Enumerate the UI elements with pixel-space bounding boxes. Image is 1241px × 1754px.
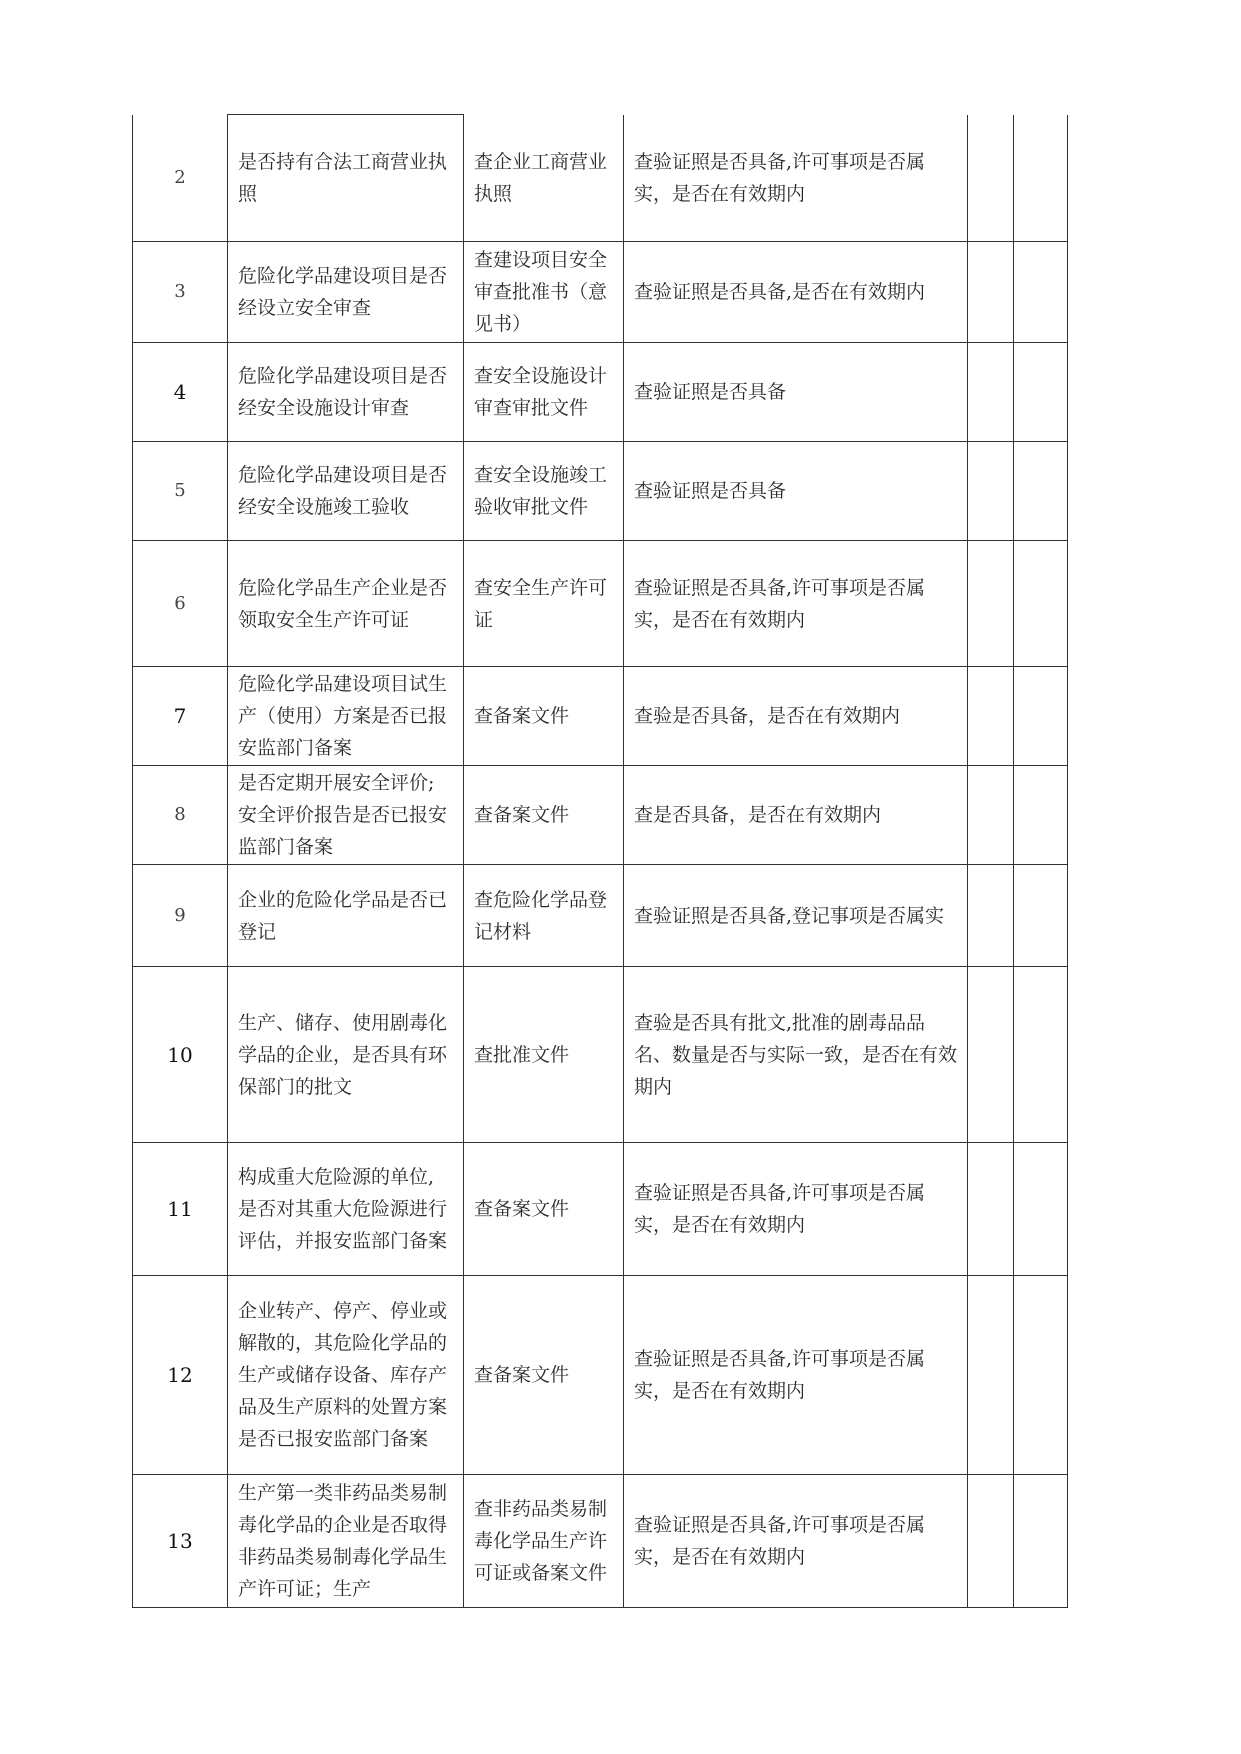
table-row [133, 541, 1068, 667]
result-cell [968, 667, 1014, 766]
row-number: 7 [133, 667, 228, 766]
inspection-item: 企业的危险化学品是否已登记 [228, 865, 464, 967]
inspection-item: 危险化学品建设项目试生产（使用）方案是否已报安监部门备案 [228, 667, 464, 766]
inspection-method: 查建设项目安全审查批准书（意见书） [464, 242, 624, 343]
row-number: 8 [133, 766, 228, 865]
result-cell [968, 865, 1014, 967]
result-cell [968, 343, 1014, 442]
table-row [133, 766, 1068, 865]
table-row [133, 865, 1068, 967]
inspection-method: 查危险化学品登记材料 [464, 865, 624, 967]
remark-cell [1014, 115, 1068, 242]
remark-cell [1014, 442, 1068, 541]
inspection-method: 查非药品类易制毒化学品生产许可证或备案文件 [464, 1475, 624, 1608]
result-cell [968, 967, 1014, 1143]
table-row [133, 343, 1068, 442]
row-number: 4 [133, 343, 228, 442]
inspection-standard: 查验证照是否具备,登记事项是否属实 [624, 865, 968, 967]
row-number: 5 [133, 442, 228, 541]
result-cell [968, 442, 1014, 541]
inspection-standard: 查验证照是否具备 [624, 343, 968, 442]
row-number: 9 [133, 865, 228, 967]
remark-cell [1014, 1475, 1068, 1608]
remark-cell [1014, 967, 1068, 1143]
inspection-item: 是否定期开展安全评价;安全评价报告是否已报安监部门备案 [228, 766, 464, 865]
inspection-standard: 查验是否具有批文,批准的剧毒品品名、数量是否与实际一致，是否在有效期内 [624, 967, 968, 1143]
remark-cell [1014, 1143, 1068, 1276]
inspection-method: 查安全设施设计审查审批文件 [464, 343, 624, 442]
row-number: 6 [133, 541, 228, 667]
inspection-standard: 查验证照是否具备,是否在有效期内 [624, 242, 968, 343]
table-row [133, 1276, 1068, 1475]
inspection-method: 查安全设施竣工验收审批文件 [464, 442, 624, 541]
table-row [133, 1143, 1068, 1276]
inspection-item: 生产第一类非药品类易制毒化学品的企业是否取得非药品类易制毒化学品生产许可证；生产 [228, 1475, 464, 1608]
table-row [133, 967, 1068, 1143]
inspection-item: 企业转产、停产、停业或解散的，其危险化学品的生产或储存设备、库存产品及生产原料的处置方案是否已报安监部门备案 [228, 1276, 464, 1475]
inspection-method: 查安全生产许可证 [464, 541, 624, 667]
table-row [133, 115, 1068, 242]
result-cell [968, 766, 1014, 865]
inspection-standard: 查验是否具备，是否在有效期内 [624, 667, 968, 766]
row-number: 12 [133, 1276, 228, 1475]
result-cell [968, 1143, 1014, 1276]
inspection-method: 查备案文件 [464, 1276, 624, 1475]
inspection-standard: 查验证照是否具备,许可事项是否属实，是否在有效期内 [624, 1276, 968, 1475]
inspection-standard: 查验证照是否具备,许可事项是否属实，是否在有效期内 [624, 115, 968, 242]
inspection-method: 查备案文件 [464, 766, 624, 865]
table-row [133, 442, 1068, 541]
inspection-item: 危险化学品建设项目是否经安全设施竣工验收 [228, 442, 464, 541]
row-number: 2 [133, 115, 228, 242]
inspection-method: 查批准文件 [464, 967, 624, 1143]
inspection-item: 生产、储存、使用剧毒化学品的企业，是否具有环保部门的批文 [228, 967, 464, 1143]
inspection-standard: 查验证照是否具备 [624, 442, 968, 541]
row-number: 11 [133, 1143, 228, 1276]
table-row [133, 242, 1068, 343]
table-row [133, 1475, 1068, 1608]
inspection-item: 危险化学品建设项目是否经安全设施设计审查 [228, 343, 464, 442]
inspection-item: 构成重大危险源的单位,是否对其重大危险源进行评估，并报安监部门备案 [228, 1143, 464, 1276]
row-number: 13 [133, 1475, 228, 1608]
inspection-standard: 查验证照是否具备,许可事项是否属实，是否在有效期内 [624, 1143, 968, 1276]
remark-cell [1014, 865, 1068, 967]
row-number: 3 [133, 242, 228, 343]
result-cell [968, 1475, 1014, 1608]
result-cell [968, 242, 1014, 343]
inspection-method: 查企业工商营业执照 [464, 115, 624, 242]
table-row [133, 667, 1068, 766]
inspection-standard: 查是否具备，是否在有效期内 [624, 766, 968, 865]
remark-cell [1014, 667, 1068, 766]
remark-cell [1014, 242, 1068, 343]
inspection-method: 查备案文件 [464, 667, 624, 766]
remark-cell [1014, 541, 1068, 667]
remark-cell [1014, 1276, 1068, 1475]
inspection-standard: 查验证照是否具备,许可事项是否属实，是否在有效期内 [624, 541, 968, 667]
inspection-item: 是否持有合法工商营业执照 [228, 115, 464, 242]
inspection-method: 查备案文件 [464, 1143, 624, 1276]
result-cell [968, 115, 1014, 242]
remark-cell [1014, 766, 1068, 865]
row-number: 10 [133, 967, 228, 1143]
inspection-item: 危险化学品建设项目是否经设立安全审查 [228, 242, 464, 343]
inspection-standard: 查验证照是否具备,许可事项是否属实，是否在有效期内 [624, 1475, 968, 1608]
result-cell [968, 1276, 1014, 1475]
remark-cell [1014, 343, 1068, 442]
inspection-item: 危险化学品生产企业是否领取安全生产许可证 [228, 541, 464, 667]
result-cell [968, 541, 1014, 667]
inspection-checklist-table [132, 114, 1068, 1608]
